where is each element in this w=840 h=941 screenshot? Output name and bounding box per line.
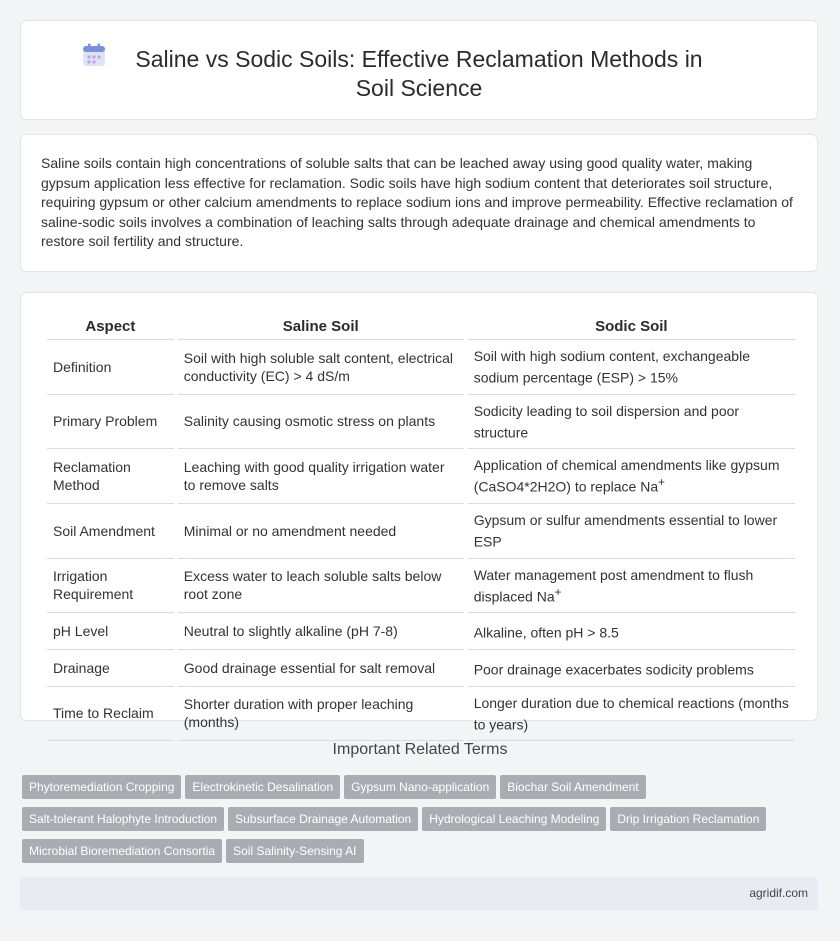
table-row bbox=[47, 687, 795, 742]
title-card bbox=[20, 20, 818, 120]
cell-aspect-text: Primary Problem bbox=[53, 413, 158, 430]
cell-sodic bbox=[468, 449, 795, 504]
cell-sodic bbox=[468, 613, 795, 650]
intro-paragraph: Saline soils contain high concentrations of soluble salts that can be leached away using good quality water, making gypsum application less effective for reclamation. Sodic soils have high sodium content that deteriorates soil structure, requiring gypsum or other calcium amendments to replace sodium ions and improve permeability. Effective reclamation of saline-sodic soils involves a combination of leaching salts through adequate drainage and chemical amendments to restore soil fertility and structure. bbox=[41, 155, 793, 249]
cell-saline-text: Minimal or no amendment needed bbox=[183, 522, 397, 539]
table-row bbox=[47, 650, 795, 687]
cell-saline-text: Good drainage essential for salt removal bbox=[183, 659, 436, 676]
header-aspect: Aspect bbox=[47, 313, 174, 340]
cell-sodic bbox=[468, 340, 795, 395]
cell-saline bbox=[178, 504, 464, 559]
cell-aspect-text: Definition bbox=[53, 358, 112, 375]
cell-aspect bbox=[47, 449, 174, 504]
cell-sodic bbox=[468, 559, 795, 614]
cell-sodic-superscript: + bbox=[658, 476, 665, 490]
table-row bbox=[47, 559, 795, 614]
related-term-tag[interactable]: Hydrological Leaching Modeling bbox=[422, 807, 606, 831]
cell-aspect bbox=[47, 687, 174, 742]
cell-sodic-text: Sodicity leading to soil dispersion and poor structure bbox=[473, 402, 740, 441]
header-sodic: Sodic Soil bbox=[468, 313, 795, 340]
page-title: Saline vs Sodic Soils: Effective Reclamation Methods in Soil Science bbox=[135, 46, 703, 101]
related-term-tag[interactable]: Electrokinetic Desalination bbox=[185, 775, 340, 799]
footer-site[interactable]: agridif.com bbox=[749, 886, 808, 900]
related-term-tag[interactable]: Microbial Bioremediation Consortia bbox=[22, 839, 222, 863]
cell-saline bbox=[178, 395, 464, 450]
cell-saline bbox=[178, 449, 464, 504]
cell-sodic-text: Alkaline, often pH > 8.5 bbox=[473, 624, 619, 641]
cell-sodic bbox=[468, 687, 795, 742]
cell-saline-text: Neutral to slightly alkaline (pH 7-8) bbox=[183, 623, 398, 640]
cell-saline bbox=[178, 650, 464, 687]
cell-aspect-text: Drainage bbox=[53, 659, 110, 676]
related-term-tag[interactable]: Biochar Soil Amendment bbox=[500, 775, 645, 799]
intro-card bbox=[20, 134, 818, 272]
footer bbox=[20, 877, 818, 910]
related-term-tag[interactable]: Phytoremediation Cropping bbox=[22, 775, 181, 799]
header-saline: Saline Soil bbox=[178, 313, 464, 340]
cell-saline-text: Salinity causing osmotic stress on plants bbox=[183, 413, 436, 430]
related-terms-title: Important Related Terms bbox=[332, 741, 508, 758]
cell-sodic-text: Longer duration due to chemical reactions (months to years) bbox=[473, 694, 789, 733]
cell-saline bbox=[178, 613, 464, 650]
table-row bbox=[47, 449, 795, 504]
cell-saline-text: Excess water to leach soluble salts below root zone bbox=[183, 568, 442, 603]
cell-aspect-text: Time to Reclaim bbox=[53, 705, 154, 722]
cell-sodic-text: Poor drainage exacerbates sodicity problems bbox=[473, 661, 754, 678]
table-row bbox=[47, 340, 795, 395]
cell-saline bbox=[178, 340, 464, 395]
cell-sodic-text: Soil with high sodium content, exchangeable sodium percentage (ESP) > 15% bbox=[473, 348, 750, 386]
table-row bbox=[47, 613, 795, 650]
cell-sodic-superscript: + bbox=[554, 585, 562, 599]
cell-saline bbox=[178, 559, 464, 614]
cell-saline-text: Leaching with good quality irrigation water to remove salts bbox=[183, 459, 445, 494]
related-terms-list bbox=[22, 775, 812, 871]
cell-aspect bbox=[47, 340, 174, 395]
table-row bbox=[47, 504, 795, 559]
related-term-tag[interactable]: Salt-tolerant Halophyte Introduction bbox=[22, 807, 224, 831]
cell-aspect bbox=[47, 395, 174, 450]
cell-aspect bbox=[47, 650, 174, 687]
cell-aspect-text: Irrigation Requirement bbox=[53, 568, 134, 603]
cell-aspect-text: Soil Amendment bbox=[53, 522, 155, 539]
cell-aspect-text: Reclamation Method bbox=[53, 459, 131, 494]
cell-saline-text: Soil with high soluble salt content, electrical conductivity (EC) > 4 dS/m bbox=[183, 349, 454, 384]
cell-sodic-text: Gypsum or sulfur amendments essential to lower ESP bbox=[473, 511, 778, 550]
cell-saline bbox=[178, 687, 464, 742]
cell-sodic bbox=[468, 650, 795, 687]
cell-aspect bbox=[47, 559, 174, 614]
cell-aspect bbox=[47, 504, 174, 559]
cell-saline-text: Shorter duration with proper leaching (months) bbox=[183, 696, 414, 731]
comparison-table bbox=[43, 313, 799, 741]
cell-sodic bbox=[468, 395, 795, 450]
cell-sodic-text: Water management post amendment to flush displaced Na bbox=[473, 566, 754, 605]
table-row bbox=[47, 395, 795, 450]
cell-sodic bbox=[468, 504, 795, 559]
cell-sodic-text: Application of chemical amendments like gypsum (CaSO4*2H2O) to replace Na bbox=[473, 457, 780, 495]
comparison-card bbox=[20, 292, 818, 733]
related-term-tag[interactable]: Soil Salinity-Sensing AI bbox=[226, 839, 363, 863]
table-header-row bbox=[47, 313, 795, 340]
table-body bbox=[47, 340, 795, 741]
related-term-tag[interactable]: Subsurface Drainage Automation bbox=[228, 807, 418, 831]
cell-aspect-text: pH Level bbox=[53, 623, 109, 640]
related-term-tag[interactable]: Gypsum Nano-application bbox=[344, 775, 496, 799]
cell-aspect bbox=[47, 613, 174, 650]
related-term-tag[interactable]: Drip Irrigation Reclamation bbox=[610, 807, 766, 831]
